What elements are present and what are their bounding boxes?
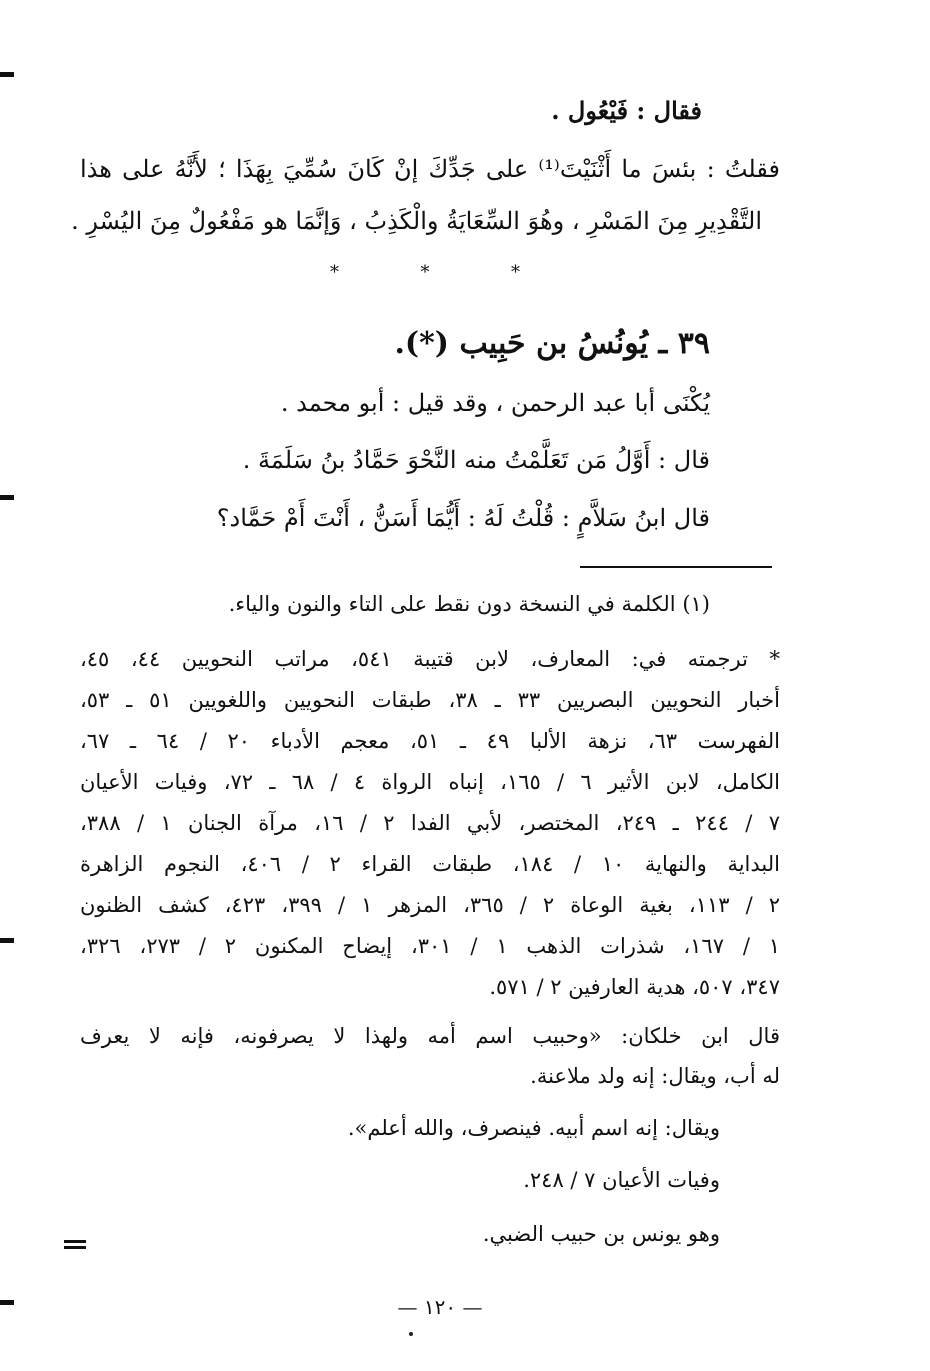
bio-line-1: * ترجمته في: المعارف، لابن قتيبة ٥٤١، مراتب النحويين ٤٤، ٤٥،: [80, 647, 780, 671]
main-line-3: التَّقْدِيرِ مِنَ المَسْرِ ، وهُوَ السِّعَايَةُ والْكَذِبُ ، وَإنَّمَا هو مَفْعُولٌ مِنَ اليُسْرِ .: [71, 207, 762, 235]
entry-title: ٣٩ ـ يُونُسُ بن حَبِيب (*).: [394, 326, 710, 361]
bottom-dot: [409, 1332, 413, 1336]
bio-line-4: الكامل، لابن الأثير ٦ / ١٦٥، إنباه الرواة ٤ / ٦٨ ـ ٧٢، وفيات الأعيان: [80, 770, 780, 794]
bio-line-5: ٧ / ٢٤٤ ـ ٢٤٩، المختصر، لأبي الفدا ٢ / ١٦، مرآة الجنان ١ / ٣٨٨،: [80, 811, 780, 835]
dabbi-line: وهو يونس بن حبيب الضبي.: [482, 1222, 720, 1246]
khallikan-line-2: له أب، ويقال: إنه ولد ملاعنة.: [530, 1064, 780, 1088]
edge-dash: [64, 1246, 86, 1249]
bio-line-8: ١ / ١٦٧، شذرات الذهب ١ / ٣٠١، إيضاح المكنون ٢ / ٢٧٣، ٣٢٦،: [80, 934, 780, 958]
edge-mark: [0, 495, 14, 500]
main-line-1: فقال : فَيْعُول .: [551, 96, 702, 125]
bio-line-7: ٢ / ١١٣، بغية الوعاة ٢ / ٣٦٥، المزهر ١ / ٣٩٩، ٤٢٣، كشف الظنون: [80, 893, 780, 917]
edge-mark: [0, 938, 14, 943]
edge-dash: [64, 1240, 86, 1243]
bio-line-9: ٣٤٧، ٥٠٧، هدية العارفين ٢ / ٥٧١.: [489, 975, 780, 999]
entry-line-2: قال : أَوَّلُ مَن تَعَلَّمْتُ منه النَّحْوَ حَمَّادُ بنُ سَلَمَةَ .: [242, 446, 710, 474]
entry-line-1: يُكْنَى أبا عبد الرحمن ، وقد قيل : أبو محمد .: [280, 389, 710, 417]
khallikan-reference: وفيات الأعيان ٧ / ٢٤٨.: [523, 1168, 720, 1192]
separator-star: *: [511, 262, 520, 283]
bio-line-2: أخبار النحويين البصريين ٣٣ ـ ٣٨، طبقات النحويين واللغويين ٥١ ـ ٥٣،: [80, 688, 780, 712]
bio-line-3: الفهرست ٦٣، نزهة الألبا ٤٩ ـ ٥١، معجم الأدباء ٢٠ / ٦٤ ـ ٦٧،: [80, 729, 780, 753]
edge-mark: [0, 72, 14, 77]
khallikan-line-3: ويقال: إنه اسم أبيه. فينصرف، والله أعلم».: [347, 1116, 720, 1140]
edge-mark: [0, 1300, 14, 1305]
khallikan-line-1: قال ابن خلكان: «وحبيب اسم أمه ولهذا لا يصرفونه، فإنه لا يعرف: [80, 1024, 780, 1048]
section-separator: [330, 262, 520, 283]
separator-star: *: [330, 262, 339, 283]
bio-line-6: البداية والنهاية ١٠ / ١٨٤، طبقات القراء ٢ / ٤٠٦، النجوم الزاهرة: [80, 852, 780, 876]
page-number: — ١٢٠ —: [397, 1295, 483, 1319]
separator-star: *: [420, 262, 430, 283]
footnote-1: (١) الكلمة في النسخة دون نقط على التاء والنون والياء.: [228, 592, 710, 616]
main-line-2: فقلتُ : بئسَ ما أَثْنَيْتَ⁽¹⁾ على جَدِّكَ إنْ كَانَ سُمِّيَ بِهَذَا ؛ لأَنَّهُ على هذا: [80, 155, 780, 183]
entry-line-3: قال ابنُ سَلاَّمٍ : قُلْتُ لَهُ : أَيُّمَا أَسَنُّ ، أَنْتَ أَمْ حَمَّاد؟: [216, 504, 710, 532]
footnote-divider: [580, 566, 772, 568]
